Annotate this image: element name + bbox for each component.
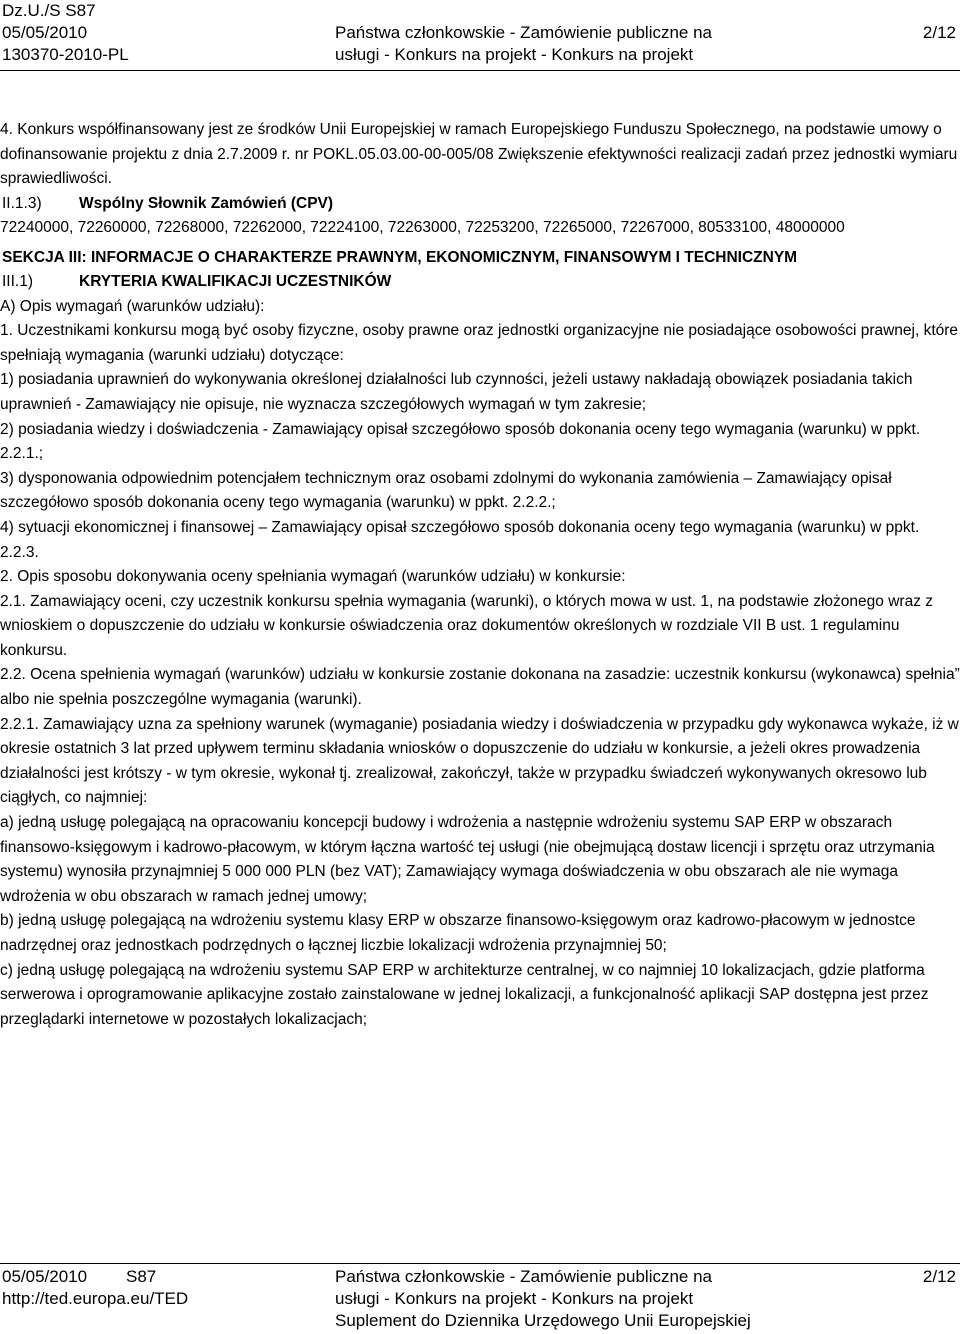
header-divider: [0, 70, 960, 71]
paragraph: 1) posiadania uprawnień do wykonywania określonej działalności lub czynności, jeżeli ustawy nakładają obowiązek posiadania takich uprawnień - Zamawiający nie opisuje, nie wyznacza szczegółowych wymagań w tym zakresie;: [0, 371, 913, 413]
document-body: [0, 118, 960, 1032]
paragraph: c) jedną usługę polegającą na wdrożeniu systemu SAP ERP w architekturze centralnej, w co najmniej 10 lokalizacjach, gdzie platforma serwerowa i oprogramowanie aplikacyjne zostało zainstalowane w jednej lokalizacji, a funkcjonalność aplikacji SAP dostępna jest przez przeglądarki internetowe w pozostałych lokalizacjach;: [0, 961, 929, 1028]
header-page-number: 2/12: [922, 23, 956, 42]
paragraph: 2.1. Zamawiający oceni, czy uczestnik konkursu spełnia wymagania (warunki), o których mowa w ust. 1, na podstawie złożonego wraz z wnioskiem o dopuszczenie do udziału w konkursie oświadczenia oraz dokumentów określonych w rozdziale VII B ust. 1 regulaminu konkursu.: [0, 592, 933, 659]
paragraph: b) jedną usługę polegającą na wdrożeniu systemu klasy ERP w obszarze finansowo-księgowym oraz kadrowo-płacowym w jednostce nadrzędnej oraz jednostkach podrzędnych o łącznej liczbie lokalizacji wdrożenia przynajmniej 50;: [0, 912, 916, 954]
iii1-section: [0, 270, 960, 295]
paragraph: 2.2.1. Zamawiający uzna za spełniony warunek (wymaganie) posiadania wiedzy i doświadczenia w przypadku gdy wykonawca wykaże, iż w okresie ostatnich 3 lat przed upływem terminu składania wniosków o dopuszczenie do udziału w konkursie, a jeżeli okres prowadzenia działalności jest krótszy - w tym okresie, wykonał tj. zrealizował, zakończył, także w przypadku świadczeń wykonywanych okresowo lub ciągłych, co najmniej:: [0, 715, 959, 807]
footer-category-line2: usługi - Konkurs na projekt - Konkurs na projekt: [335, 1289, 694, 1308]
paragraph: 1. Uczestnikami konkursu mogą być osoby fizyczne, osoby prawne oraz jednostki organizacyjne nie posiadające osobowości prawnej, które spełniają wymagania (warunki udziału) dotyczące:: [0, 322, 959, 364]
header-date: 05/05/2010: [2, 23, 88, 42]
cpv-title: Wspólny Słownik Zamówień (CPV): [79, 194, 334, 212]
notice-number: 130370-2010-PL: [2, 45, 129, 64]
item-4-text: 4. Konkurs współfinansowany jest ze środków Unii Europejskiej w ramach Europejskiego Funduszu Społecznego, na podstawie umowy o dofinansowanie projektu z dnia 2.7.2009 r. nr POKL.05.03.00-00-005/08 Zwiększenie efektywności realizacji zadań przez jednostki wymiaru sprawiedliwości.: [0, 121, 958, 188]
page-footer: [0, 1264, 960, 1334]
paragraph: 4) sytuacji ekonomicznej i finansowej – Zamawiający opisał szczegółowo sposób dokonania oceny tego wymagania (warunku) w ppkt. 2.2.3.: [0, 518, 920, 561]
journal-reference: Dz.U./S S87: [2, 1, 96, 20]
footer-url-link[interactable]: http://ted.europa.eu/TED: [2, 1289, 189, 1308]
header-category-line2: usługi - Konkurs na projekt - Konkurs na projekt: [335, 45, 694, 64]
footer-date: 05/05/2010: [2, 1267, 88, 1286]
paragraph: 2) posiadania wiedzy i doświadczenia - Zamawiający opisał szczegółowo sposób dokonania oceny tego wymagania (warunku) w ppkt. 2.2.1.;: [0, 420, 921, 463]
paragraph: 3) dysponowania odpowiednim potencjałem technicznym oraz osobami zdolnymi do wykonania zamówienia – Zamawiający opisał szczegółowo sposób dokonania oceny tego wymagania (warunku) w ppkt. 2.2.2.;: [0, 469, 892, 512]
cpv-section-number: II.1.3): [2, 194, 42, 212]
cpv-section: [0, 192, 960, 217]
cpv-codes: 72240000, 72260000, 72268000, 72262000, 72224100, 72263000, 72253200, 72265000, 72267000, 80533100, 48000000: [0, 219, 845, 237]
footer-code: S87: [126, 1267, 157, 1286]
paragraph: 2.2. Ocena spełnienia wymagań (warunków) udziału w konkursie zostanie dokonana na zasadzie: uczestnik konkursu (wykonawca) spełnia” albo nie spełnia poszczególne wymagania (warunki).: [0, 666, 960, 709]
footer-category-line1: Państwa członkowskie - Zamówienie publiczne na: [335, 1267, 713, 1286]
header-category-line1: Państwa członkowskie - Zamówienie publiczne na: [335, 23, 713, 42]
paragraph: A) Opis wymagań (warunków udziału):: [0, 297, 265, 315]
iii1-title: KRYTERIA KWALIFIKACJI UCZESTNIKÓW: [79, 272, 392, 290]
paragraph: a) jedną usługę polegającą na opracowaniu koncepcji budowy i wdrożenia a następnie wdrożeniu systemu SAP ERP w obszarach finansowo-księgowym i kadrowo-płacowym, w którym łączna wartość tej usługi (nie obejmującą dostaw licencji i sprzętu oraz utrzymania systemu) wynosiła przynajmniej 5 000 000 PLN (bez VAT); Zamawiający wymaga doświadczenia w obu obszarach ale nie wymaga wdrożenia w obu obszarach w ramach jednej umowy;: [0, 814, 935, 905]
page-header: [0, 0, 960, 70]
iii1-section-number: III.1): [2, 272, 34, 290]
footer-supplement-title: Suplement do Dziennika Urzędowego Unii Europejskiej: [335, 1311, 751, 1330]
paragraph: 2. Opis sposobu dokonywania oceny spełniania wymagań (warunków udziału) w konkursie:: [0, 568, 626, 586]
section-iii-heading: SEKCJA III: INFORMACJE O CHARAKTERZE PRAWNYM, EKONOMICZNYM, FINANSOWYM I TECHNICZNYM: [2, 248, 798, 266]
footer-page-number: 2/12: [922, 1267, 956, 1286]
